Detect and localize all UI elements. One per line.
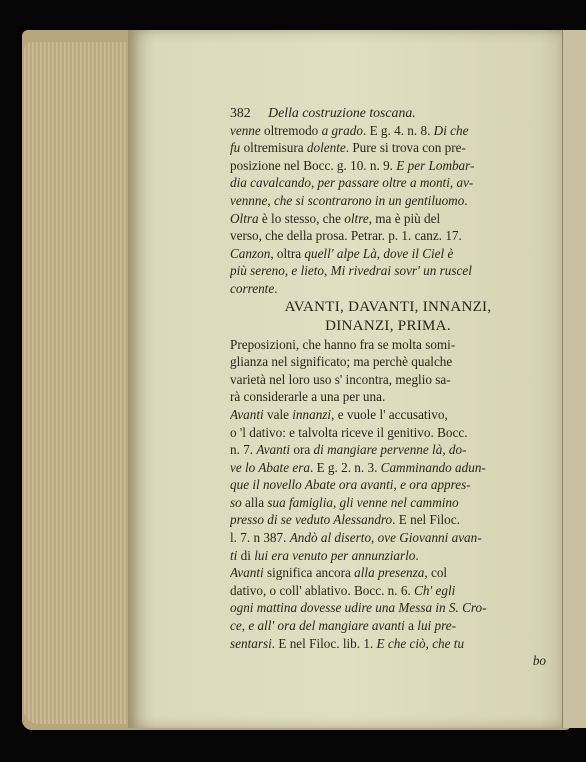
- italic-text: do-: [448, 442, 467, 458]
- text-line: [230, 459, 546, 477]
- italic-text: Canzon: [230, 245, 271, 261]
- italic-text: a grado: [321, 122, 363, 138]
- italic-text: lui pre-: [417, 618, 456, 634]
- italic-text: ove Giovanni avan-: [377, 530, 482, 546]
- text-line: [230, 635, 546, 653]
- page-text: [230, 104, 546, 670]
- text-line: [230, 476, 546, 494]
- text-segment: oltremodo: [260, 122, 322, 138]
- italic-text: gli venne nel cammino: [339, 494, 459, 510]
- text-segment: ,: [442, 442, 449, 458]
- italic-text: ce: [230, 618, 242, 634]
- text-segment: ,: [371, 530, 378, 546]
- text-line: [230, 192, 546, 210]
- text-segment: ,: [267, 192, 274, 208]
- text-line: [230, 262, 546, 280]
- italic-text: oltre: [344, 210, 369, 226]
- italic-text: sua famiglia: [267, 494, 333, 510]
- italic-text: so: [230, 494, 242, 510]
- italic-text: av-: [456, 175, 474, 191]
- text-line: [230, 210, 546, 228]
- italic-text: e all' ora del mangiare avanti: [248, 618, 405, 634]
- text-line: [230, 353, 546, 371]
- text-segment: .: [274, 280, 278, 296]
- text-line: [230, 511, 546, 529]
- text-line: [230, 245, 546, 263]
- text-line: [230, 494, 546, 512]
- italic-text: dia cavalcando: [230, 175, 311, 191]
- text-line: [230, 371, 546, 389]
- text-segment: a: [404, 618, 418, 634]
- italic-text: ve lo Abate era: [230, 459, 310, 475]
- text-segment: ,: [324, 263, 331, 279]
- text-segment: significa ancora: [263, 565, 355, 581]
- text-line: [230, 582, 546, 600]
- text-line: [230, 547, 546, 565]
- running-header: [230, 104, 546, 122]
- italic-text: E che ciò: [376, 635, 426, 651]
- text-segment: . E g. 2. n. 3.: [309, 459, 381, 475]
- paragraph-block-1: [230, 122, 546, 298]
- text-line: [230, 122, 546, 140]
- text-segment: n. 7.: [230, 442, 257, 458]
- italic-text: Oltra: [230, 210, 259, 226]
- italic-text: dolente: [306, 140, 346, 156]
- text-segment: ,: [376, 245, 384, 261]
- text-segment: l. 7. n 387.: [230, 530, 290, 546]
- text-segment: alla: [241, 494, 268, 510]
- text-segment: .: [415, 547, 419, 563]
- text-segment: vale: [263, 406, 293, 422]
- catchword: bo: [532, 653, 546, 669]
- text-segment: ,: [393, 477, 401, 493]
- text-segment: Preposizioni, che hanno fra se molta somi-: [230, 336, 456, 352]
- text-segment: , e vuole l' accusativo,: [331, 406, 448, 422]
- text-line: [230, 564, 546, 582]
- text-segment: ,: [241, 618, 249, 634]
- text-segment: glianza nel significato; ma perchè qualche: [230, 354, 453, 370]
- italic-text: lui era venuto per annunziarlo: [254, 547, 416, 563]
- text-segment: . Pure si trova con pre-: [345, 140, 466, 156]
- text-segment: ,: [310, 175, 318, 191]
- text-segment: , ma è più del: [368, 210, 441, 226]
- italic-text: più sereno: [230, 263, 285, 279]
- text-segment: ,: [425, 635, 433, 651]
- italic-text: alla presenza: [354, 565, 425, 581]
- text-segment: ,: [332, 494, 340, 510]
- text-segment: , oltra: [270, 245, 305, 261]
- italic-text: di mangiare pervenne là: [313, 442, 443, 458]
- text-line: [230, 139, 546, 157]
- italic-text: ogni mattina dovesse udire una Messa in S. Cro-: [230, 600, 487, 616]
- text-segment: .: [464, 192, 468, 208]
- italic-text: che si scontrarono in un gentiluomo: [273, 192, 465, 208]
- section-heading-line-1: AVANTI, DAVANTI, INNANZI,: [284, 298, 492, 315]
- text-line: [230, 280, 546, 298]
- italic-text: presso di se veduto Alessandro: [230, 512, 393, 528]
- paragraph-block-2: [230, 336, 546, 653]
- text-segment: dativo, o coll' ablativo. Bocc. n. 6.: [230, 582, 415, 598]
- italic-text: quell' alpe Là: [304, 245, 377, 261]
- text-segment: . E g. 4. n. 8.: [362, 122, 434, 138]
- italic-text: che tu: [432, 635, 465, 651]
- text-segment: , col: [424, 565, 448, 581]
- italic-text: Camminando adun-: [380, 459, 486, 475]
- text-line: [230, 406, 546, 424]
- italic-text: per passare oltre a monti: [317, 175, 450, 191]
- text-segment: oltremisura: [240, 140, 307, 156]
- page-number: 382: [230, 105, 251, 120]
- italic-text: Avanti: [230, 565, 264, 581]
- italic-text: ti: [230, 547, 238, 563]
- text-segment: è lo stesso, che: [258, 210, 345, 226]
- italic-text: e lieto: [291, 263, 325, 279]
- text-line: [230, 441, 546, 459]
- text-segment: . E nel Filoc. lib. 1.: [271, 635, 377, 651]
- italic-text: dove il Ciel è: [383, 245, 454, 261]
- text-segment: o 'l dativo: e talvolta riceve il genitivo. Bocc.: [230, 424, 468, 440]
- text-segment: ,: [284, 263, 292, 279]
- text-line: [230, 388, 546, 406]
- italic-text: innanzi: [292, 406, 332, 422]
- text-segment: rà considerarle a una per una.: [230, 389, 386, 405]
- italic-text: que il novello Abate ora avanti: [230, 477, 394, 493]
- italic-text: corrente: [230, 280, 275, 296]
- text-segment: di: [237, 547, 255, 563]
- text-line: [230, 227, 546, 245]
- text-line: [230, 424, 546, 442]
- text-line: [230, 174, 546, 192]
- text-segment: varietà nel loro uso s' incontra, meglio sa-: [230, 371, 451, 387]
- text-segment: ,: [449, 175, 457, 191]
- italic-text: Mi rivedrai sovr' un ruscel: [330, 263, 472, 279]
- text-segment: . E nel Filoc.: [392, 512, 460, 528]
- italic-text: Avanti: [256, 442, 291, 458]
- italic-text: e ora appres-: [400, 477, 471, 493]
- facing-page-edge: [562, 30, 586, 728]
- italic-text: vennne: [230, 192, 268, 208]
- section-heading-line-2: DINANZI, PRIMA.: [325, 317, 451, 334]
- italic-text: E per Lombar-: [396, 157, 475, 173]
- italic-text: venne: [230, 122, 261, 138]
- text-line: [230, 599, 546, 617]
- running-title: Della costruzione toscana.: [268, 105, 416, 120]
- italic-text: sentarsi: [230, 635, 272, 651]
- text-segment: ora: [290, 442, 314, 458]
- italic-text: Di che: [433, 122, 469, 138]
- text-line: [230, 529, 546, 547]
- text-segment: posizione nel Bocc. g. 10. n. 9.: [230, 157, 397, 173]
- italic-text: Ch' egli: [414, 582, 456, 598]
- italic-text: fu: [230, 140, 241, 156]
- text-segment: verso, che della prosa. Petrar. p. 1. canz. 17.: [230, 228, 462, 244]
- text-line: [230, 157, 546, 175]
- text-line: [230, 336, 546, 354]
- page-edges: [24, 42, 132, 724]
- italic-text: Avanti: [230, 406, 264, 422]
- text-line: [230, 617, 546, 635]
- italic-text: Andò al diserto: [289, 530, 372, 546]
